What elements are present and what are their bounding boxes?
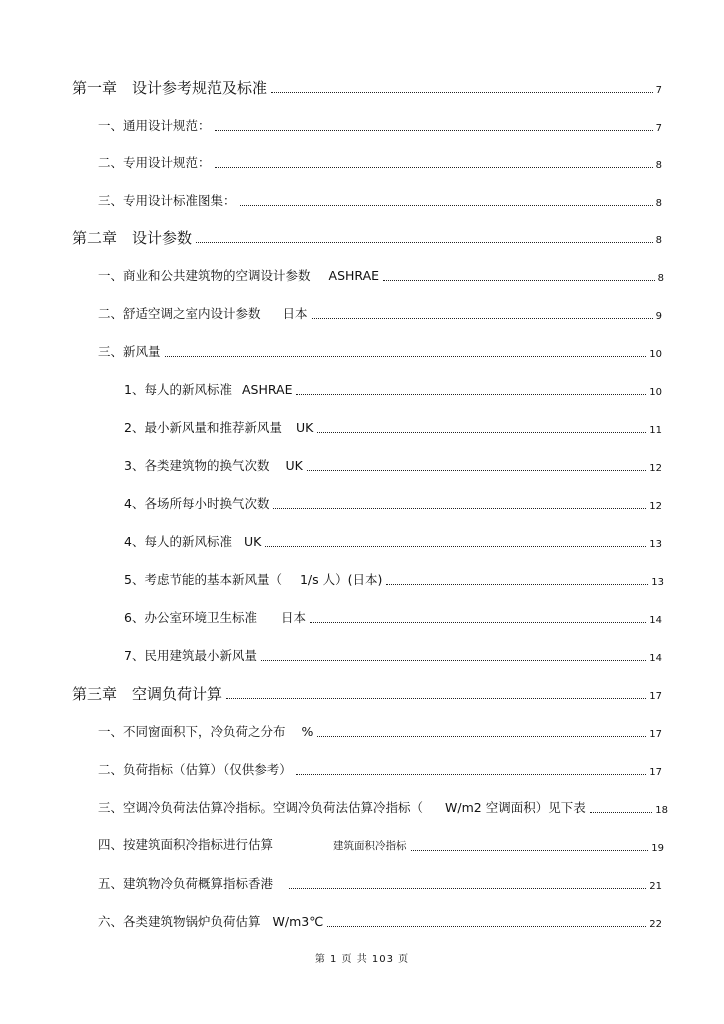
toc-entry-text: 四、按建筑面积冷指标进行估算 建筑面积冷指标 (98, 837, 407, 852)
dot-leader (307, 470, 646, 471)
toc-page-number: 17 (649, 691, 662, 702)
toc-entry-sub (124, 608, 662, 628)
toc-entry (98, 912, 662, 932)
toc-page-number: 14 (649, 653, 662, 664)
toc-entry-sub (124, 570, 664, 590)
dot-leader (310, 622, 646, 623)
toc-entry-text: 1、每人的新风标准 ASHRAE (124, 382, 293, 397)
toc-page-number: 17 (649, 767, 662, 778)
toc-entry-text: 4、每人的新风标准 UK (124, 534, 262, 549)
toc-page-number: 18 (655, 805, 668, 816)
toc-page-number: 10 (649, 349, 662, 360)
toc-entry-sub (124, 456, 662, 476)
toc-entry-text: 第三章 空调负荷计算 (72, 685, 223, 703)
toc-entry-sub (124, 418, 662, 438)
dot-leader (215, 130, 653, 131)
toc-entry (98, 722, 662, 742)
dot-leader (317, 736, 646, 737)
toc-entry-text: 一、通用设计规范： (98, 118, 211, 133)
toc-entry-text: 二、负荷指标（估算）（仅供参考） (98, 762, 292, 777)
dot-leader (327, 926, 646, 927)
dot-leader (383, 280, 655, 281)
dot-leader (296, 394, 646, 395)
toc-entry-text: 一、商业和公共建筑物的空调设计参数 ASHRAE (98, 268, 380, 283)
toc-page-number: 8 (655, 198, 662, 209)
page-footer: 第 1 页 共 103 页 (314, 954, 410, 965)
toc-page-number: 22 (649, 919, 662, 930)
dot-leader (271, 92, 653, 93)
toc-entry-text: 三、专用设计标准图集： (98, 193, 236, 208)
toc-page-number: 8 (655, 160, 662, 171)
toc-entry (98, 191, 662, 211)
toc-entry (98, 760, 662, 780)
toc-entry-text: 一、不同窗面积下，冷负荷之分布 % (98, 724, 314, 739)
dot-leader (165, 356, 647, 357)
toc-entry-sub (124, 494, 662, 514)
toc-entry-text: 三、新风量 (98, 344, 161, 359)
dot-leader (411, 850, 649, 851)
toc-entry-text: 第一章 设计参考规范及标准 (72, 79, 268, 97)
toc-page-number: 12 (649, 463, 662, 474)
dot-leader (215, 167, 653, 168)
toc-entry (98, 342, 662, 362)
toc-entry-sub (124, 380, 662, 400)
dot-leader (265, 546, 646, 547)
toc-entry-text: 三、空调冷负荷法估算冷指标。空调冷负荷法估算冷指标（ W/m2 空调面积）见下表 (98, 800, 586, 815)
dot-leader (240, 205, 653, 206)
toc-entry-text: 第二章 设计参数 (72, 229, 193, 247)
dot-leader (196, 242, 653, 243)
dot-leader (317, 432, 646, 433)
toc-page-number: 10 (649, 387, 662, 398)
toc-page-number: 11 (649, 425, 662, 436)
toc-page-number: 13 (649, 539, 662, 550)
toc-page-number: 9 (655, 311, 662, 322)
dot-leader (261, 660, 646, 661)
toc-page-number: 17 (649, 729, 662, 740)
toc-page-number: 19 (651, 843, 664, 854)
toc-page-number: 8 (657, 273, 664, 284)
toc-entry-sub (124, 532, 662, 552)
toc-entry (98, 116, 662, 136)
toc-entry-text: 2、最小新风量和推荐新风量 UK (124, 420, 314, 435)
toc-page-number: 21 (649, 881, 662, 892)
toc-entry-text: 二、舒适空调之室内设计参数 日本 (98, 306, 308, 321)
toc-entry-text: 7、民用建筑最小新风量 (124, 648, 257, 663)
toc-entry (98, 153, 662, 173)
toc-entry-chapter-3 (72, 684, 662, 704)
toc-entry-sub (124, 646, 662, 666)
toc-page-number: 7 (655, 85, 662, 96)
toc-entry-chapter-1 (72, 78, 662, 98)
toc-entry (98, 304, 662, 324)
dot-leader (590, 812, 653, 813)
toc-entry-text: 六、各类建筑物锅炉负荷估算 W/m3℃ (98, 914, 324, 929)
toc-entry-text: 5、考虑节能的基本新风量（ 1/s 人）(日本) (124, 572, 383, 587)
toc-entry (98, 874, 662, 894)
toc-entry (98, 798, 668, 818)
dot-leader (312, 318, 653, 319)
toc-entry (98, 836, 664, 856)
toc-entry-text: 4、各场所每小时换气次数 (124, 496, 270, 511)
toc-page-number: 14 (649, 615, 662, 626)
dot-leader (289, 888, 646, 889)
dot-leader (273, 508, 646, 509)
toc-page-number: 8 (655, 235, 662, 246)
toc-page-number: 7 (655, 123, 662, 134)
toc-entry-text: 五、建筑物冷负荷概算指标香港 (98, 876, 274, 891)
dot-leader (226, 698, 646, 699)
toc-entry (98, 266, 664, 286)
toc-entry-text: 6、办公室环境卫生标准 日本 (124, 610, 306, 625)
toc-entry-chapter-2 (72, 228, 662, 248)
dot-leader (386, 584, 648, 585)
dot-leader (296, 774, 647, 775)
toc-page-number: 13 (651, 577, 664, 588)
toc-entry-text: 3、各类建筑物的换气次数 UK (124, 458, 303, 473)
toc-page-number: 12 (649, 501, 662, 512)
toc-entry-text: 二、专用设计规范： (98, 155, 211, 170)
